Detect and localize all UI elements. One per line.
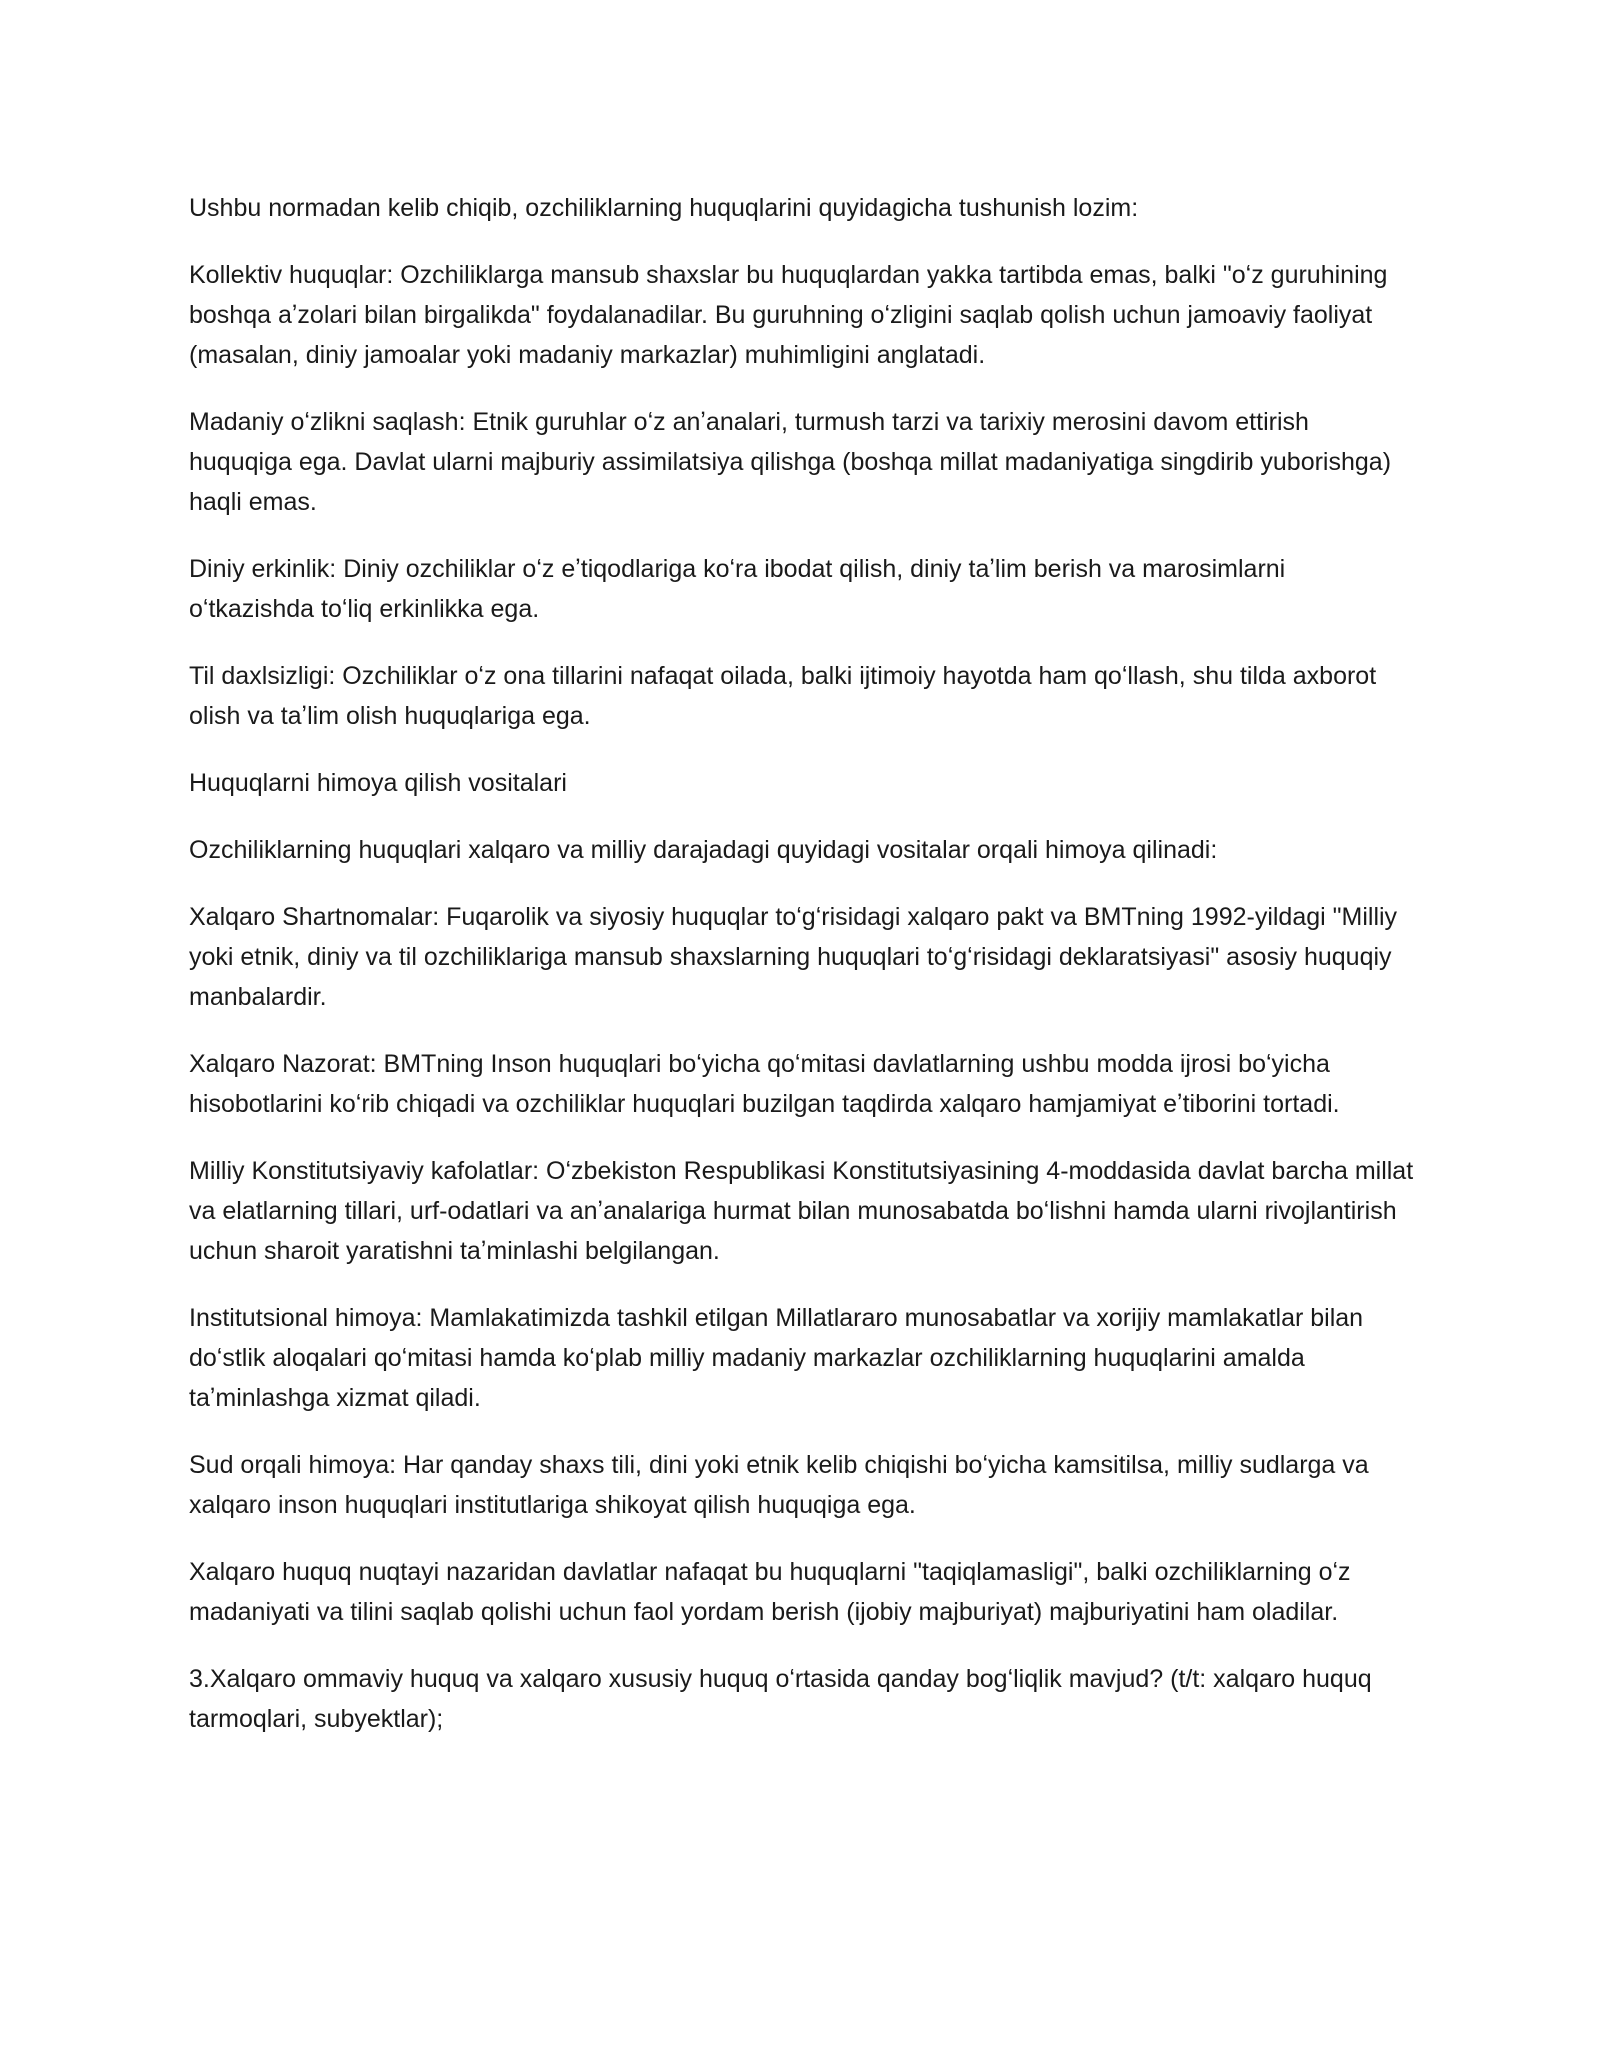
- paragraph-religious-freedom: Diniy erkinlik: Diniy ozchiliklar oʻz eʼtiqodlariga koʻra ibodat qilish, diniy taʼlim berish va marosimlarni oʻtkazishda toʻliq erkinlikka ega.: [189, 555, 1286, 623]
- paragraph-cultural-identity: Madaniy oʻzlikni saqlash: Etnik guruhlar oʻz anʼanalari, turmush tarzi va tarixiy merosini davom ettirish huquqiga ega. Davlat ularni majburiy assimilatsiya qilishga (boshqa millat madaniyatiga singdirib yuborishga) haqli emas.: [189, 408, 1392, 516]
- paragraph-international-oversight: Xalqaro Nazorat: BMTning Inson huquqlari boʻyicha qoʻmitasi davlatlarning ushbu modda ijrosi boʻyicha hisobotlarini koʻrib chiqadi va ozchiliklar huquqlari buzilgan taqdirda xalqaro hamjamiyat eʼtiborini tortadi.: [189, 1050, 1340, 1118]
- paragraph-constitutional-guarantees: Milliy Konstitutsiyaviy kafolatlar: Oʻzbekiston Respublikasi Konstitutsiyasining 4-moddasida davlat barcha millat va elatlarning tillari, urf-odatlari va anʼanalariga hurmat bilan munosabatda boʻlishni hamda ularni rivojlantirish uchun sharoit yaratishni taʼminlashi belgilangan.: [189, 1157, 1414, 1265]
- paragraph-international-treaties: Xalqaro Shartnomalar: Fuqarolik va siyosiy huquqlar toʻgʻrisidagi xalqaro pakt va BMTning 1992-yildagi "Milliy yoki etnik, diniy va til ozchiliklariga mansub shaxslarning huquqlari toʻgʻrisidagi deklaratsiyasi" asosiy huquqiy manbalardir.: [189, 903, 1398, 1011]
- document-body: [189, 188, 1414, 1766]
- paragraph-institutional-protection: Institutsional himoya: Mamlakatimizda tashkil etilgan Millatlararo munosabatlar va xorijiy mamlakatlar bilan doʻstlik aloqalari qoʻmitasi hamda koʻplab milliy madaniy markazlar ozchiliklarning huquqlarini amalda taʼminlashga xizmat qiladi.: [189, 1304, 1364, 1412]
- paragraph-judicial-protection: Sud orqali himoya: Har qanday shaxs tili, dini yoki etnik kelib chiqishi boʻyicha kamsitilsa, milliy sudlarga va xalqaro inson huquqlari institutlariga shikoyat qilish huquqiga ega.: [189, 1451, 1369, 1519]
- paragraph-intro: Ushbu normadan kelib chiqib, ozchiliklarning huquqlarini quyidagicha tushunish lozim:: [189, 194, 1139, 222]
- paragraph-language-rights: Til daxlsizligi: Ozchiliklar oʻz ona tillarini nafaqat oilada, balki ijtimoiy hayotda ham qoʻllash, shu tilda axborot olish va taʼlim olish huquqlariga ega.: [189, 662, 1377, 730]
- paragraph-collective-rights: Kollektiv huquqlar: Ozchiliklarga mansub shaxslar bu huquqlardan yakka tartibda emas, balki "oʻz guruhining boshqa aʼzolari bilan birgalikda" foydalanadilar. Bu guruhning oʻzligini saqlab qolish uchun jamoaviy faoliyat (masalan, diniy jamoalar yoki madaniy markazlar) muhimligini anglatadi.: [189, 261, 1388, 369]
- paragraph-state-obligations: Xalqaro huquq nuqtayi nazaridan davlatlar nafaqat bu huquqlarni "taqiqlamasligi", balki ozchiliklarning oʻz madaniyati va tilini saqlab qolishi uchun faol yordam berish (ijobiy majburiyat) majburiyatini ham oladilar.: [189, 1558, 1351, 1626]
- question-heading-3: 3.Xalqaro ommaviy huquq va xalqaro xususiy huquq oʻrtasida qanday bogʻliqlik mavjud? (t/t: xalqaro huquq tarmoqlari, subyektlar);: [189, 1665, 1372, 1733]
- paragraph-protection-intro: Ozchiliklarning huquqlari xalqaro va milliy darajadagi quyidagi vositalar orqali himoya qilinadi:: [189, 836, 1218, 864]
- section-heading-protection-means: Huquqlarni himoya qilish vositalari: [189, 769, 567, 797]
